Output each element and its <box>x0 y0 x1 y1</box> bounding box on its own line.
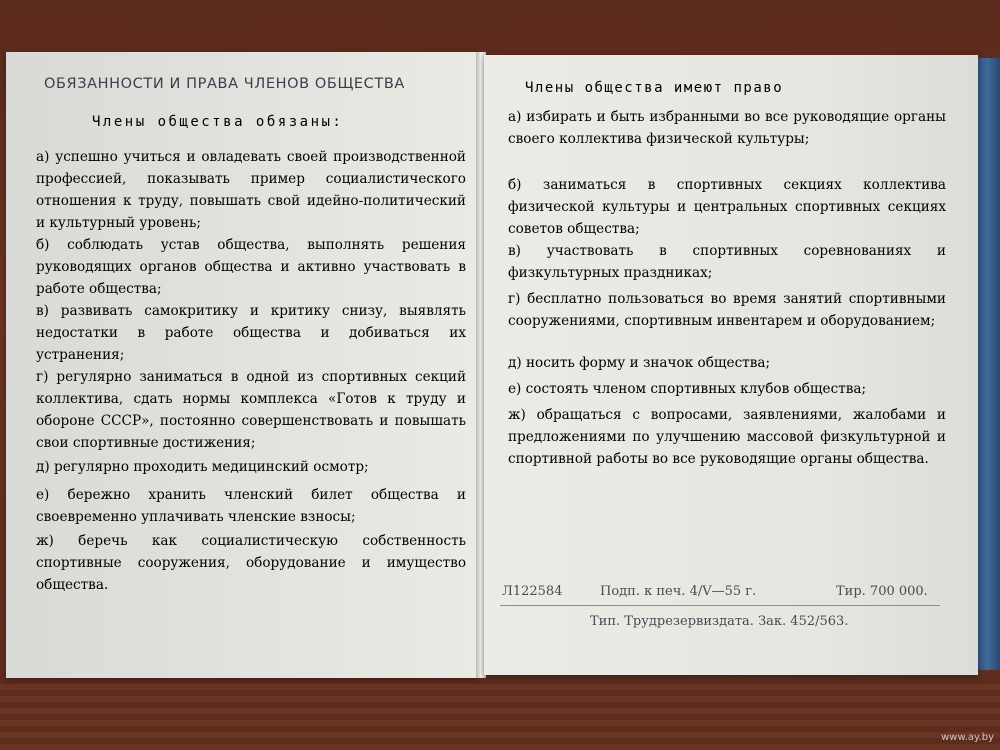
duty-item-d: г) регулярно заниматься в одной из спортивных секций коллектива, сдать нормы комплекса «Готов к труду и обороне СССР», постоянно совершенствовать и повышать свои спортивные достижения; <box>36 369 466 451</box>
right-item-f: е) состоять членом спортивных клубов общества; <box>508 381 867 397</box>
right-item-a: а) избирать и быть избранными во все руководящие органы своего коллектива физической культуры; <box>508 109 946 147</box>
booklet-blue-cover-edge <box>975 58 1000 670</box>
duty-item-a: а) успешно учиться и овладевать своей производственной профессией, показывать пример социалистического отношения к труду, повышать свой идейно-политический и культурный уровень; <box>36 149 466 231</box>
imprint-print-run: Тир. 700 000. <box>836 584 928 599</box>
right-item-c: в) участвовать в спортивных соревнованиях и физкультурных праздниках; <box>508 243 946 281</box>
watermark: www.ay.by <box>941 732 994 743</box>
duties-subtitle: Члены общества обязаны: <box>92 114 344 130</box>
imprint-divider <box>500 605 940 606</box>
imprint-publisher: Тип. Трудрезервиздата. Зак. 452/563. <box>590 614 849 629</box>
duty-item-e: д) регулярно проходить медицинский осмотр; <box>36 459 369 475</box>
wooden-table-surface <box>0 678 1000 750</box>
imprint-signed: Подп. к печ. 4/V—55 г. <box>600 584 757 599</box>
duty-item-f: е) бережно хранить членский билет общества и своевременно уплачивать членские взносы; <box>36 487 466 525</box>
right-item-b: б) заниматься в спортивных секциях коллектива физической культуры и центральных спортивных секциях советов общества; <box>508 177 946 237</box>
right-item-d: г) бесплатно пользоваться во время занятий спортивными сооружениями, спортивным инвентарем и оборудованием; <box>508 291 946 329</box>
right-item-g: ж) обращаться с вопросами, заявлениями, жалобами и предложениями по улучшению массовой физкультурной и спортивной работы во все руководящие органы общества. <box>508 407 946 467</box>
duty-item-g: ж) беречь как социалистическую собственность спортивные сооружения, оборудование и имущество общества. <box>36 533 466 593</box>
rights-subtitle: Члены общества имеют право <box>525 80 784 96</box>
page-title: ОБЯЗАННОСТИ И ПРАВА ЧЛЕНОВ ОБЩЕСТВА <box>44 76 405 92</box>
duty-item-b: б) соблюдать устав общества, выполнять решения руководящих органов общества и активно участвовать в работе общества; <box>36 237 466 297</box>
imprint-code: Л122584 <box>502 584 563 599</box>
duty-item-c: в) развивать самокритику и критику снизу, выявлять недостатки в работе общества и добиваться их устранения; <box>36 303 466 363</box>
right-item-e: д) носить форму и значок общества; <box>508 355 771 371</box>
